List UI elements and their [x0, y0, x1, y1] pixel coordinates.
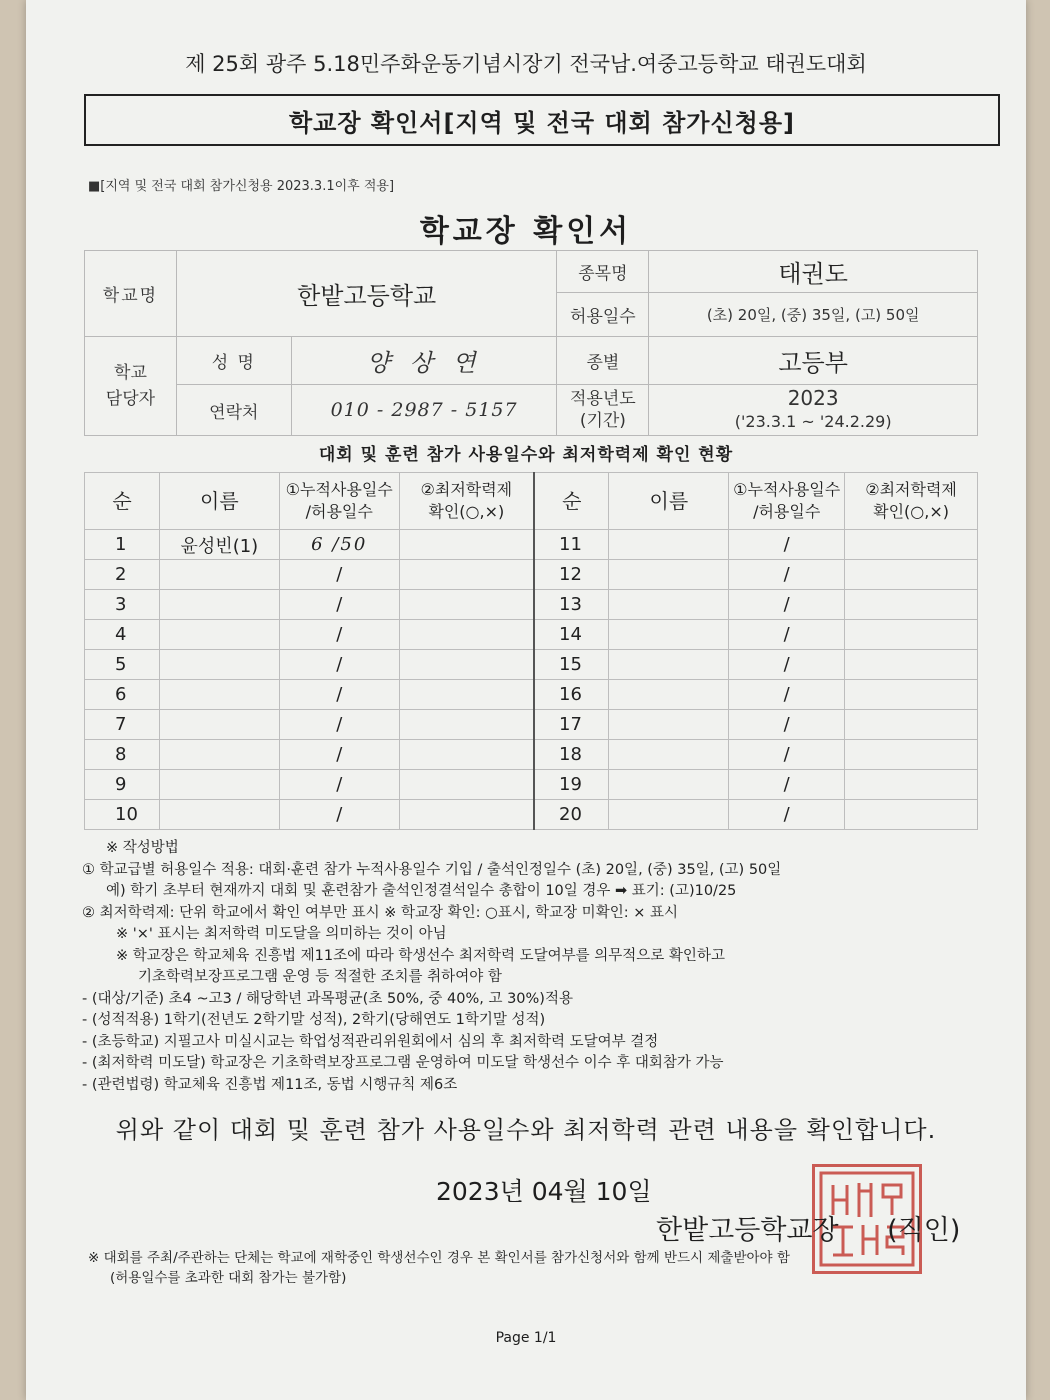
row-days: /: [729, 680, 845, 710]
row-days: /: [729, 740, 845, 770]
row-no: 15: [534, 650, 609, 680]
row-name: [609, 680, 729, 710]
manager-label: [85, 337, 177, 436]
row-name: [609, 560, 729, 590]
col-name-right: 이름: [609, 473, 729, 530]
year-label: [557, 385, 649, 436]
year-label-line2: (기간): [579, 411, 626, 431]
row-no: 12: [534, 560, 609, 590]
row-check: [845, 740, 978, 770]
year-label-line1: 적용년도: [570, 389, 636, 409]
row-no: 18: [534, 740, 609, 770]
instructions-line: - (관련법령) 학교체육 진흥법 제11조, 동법 시행규칙 제6조: [82, 1076, 458, 1093]
row-check: [845, 710, 978, 740]
col-days-left-line2: /허용일수: [305, 502, 373, 521]
row-name: [159, 620, 279, 650]
issue-date: 2023년 04월 10일: [436, 1177, 652, 1206]
school-name-value: 한밭고등학교: [176, 251, 557, 337]
person-name-label: 성 명: [176, 337, 291, 385]
instructions-line: ※ '×' 표시는 최저학력 미도달을 의미하는 것이 아님: [116, 926, 447, 942]
row-days: /: [279, 560, 399, 590]
row-no: 17: [534, 710, 609, 740]
table-row: [85, 590, 978, 620]
row-name: [159, 740, 279, 770]
instructions-block: [82, 838, 1002, 1096]
row-no: 4: [85, 620, 160, 650]
footnote-line: (허용일수를 초과한 대회 참가는 불가함): [110, 1270, 347, 1286]
roster-section-title: 대회 및 훈련 참가 사용일수와 최저학력제 확인 현황: [318, 445, 734, 465]
col-check-left-line2: 확인(○,×): [428, 502, 505, 521]
row-no: 20: [534, 800, 609, 830]
sport-value: 태권도: [649, 251, 978, 293]
year-value: 2023: [787, 386, 839, 410]
row-name: 윤성빈(1): [159, 530, 279, 560]
manager-label-line2: 담당자: [105, 389, 156, 409]
row-no: 19: [534, 770, 609, 800]
period-value: ('23.3.1 ~ '24.2.29): [734, 412, 892, 431]
col-check-right-line2: 확인(○,×): [873, 502, 949, 521]
table-row: [85, 620, 978, 650]
row-no: 3: [85, 590, 160, 620]
row-check: [399, 620, 534, 650]
row-days: /: [279, 620, 399, 650]
allowed-days-label: 허용일수: [557, 293, 649, 337]
row-check: [845, 680, 978, 710]
row-no: 11: [534, 530, 609, 560]
row-check: [399, 650, 534, 680]
col-days-right-line2: /허용일수: [753, 502, 821, 521]
table-row: [85, 770, 978, 800]
row-days: /: [729, 650, 845, 680]
row-no: 16: [534, 680, 609, 710]
document-box-title: 학교장 확인서[지역 및 전국 대회 참가신청용]: [84, 94, 1000, 146]
row-no: 5: [85, 650, 160, 680]
col-days-right: [729, 473, 845, 530]
row-no: 9: [85, 770, 160, 800]
instructions-line: ※ 학교장은 학교체육 진흥법 제11조에 따라 학생선수 최저학력 도달여부를 의무적으로 확인하고: [116, 947, 725, 964]
col-check-left: [399, 473, 534, 530]
row-check: [399, 800, 534, 830]
principal-title: 한밭고등학교장: [656, 1215, 839, 1246]
row-name: [609, 710, 729, 740]
row-name: [159, 590, 279, 620]
row-name: [609, 590, 729, 620]
row-days: /: [279, 590, 399, 620]
year-cell: [649, 385, 978, 436]
table-row: [85, 740, 978, 770]
row-name: [609, 620, 729, 650]
school-name-label: 학교명: [85, 251, 177, 337]
col-days-left: [279, 473, 399, 530]
row-days: /: [729, 710, 845, 740]
row-no: 2: [85, 560, 160, 590]
roster-table: [84, 472, 978, 830]
row-check: [399, 590, 534, 620]
table-row: [85, 650, 978, 680]
row-no: 10: [85, 800, 160, 830]
col-days-left-line1: ①누적사용일수: [285, 480, 393, 500]
row-name: [159, 560, 279, 590]
row-name: [159, 710, 279, 740]
school-info-table: [84, 250, 978, 436]
table-row: [85, 530, 978, 560]
document-page: [26, 0, 1026, 1400]
instructions-line: - (성적적용) 1학기(전년도 2학기말 성적), 2학기(당해연도 1학기말 성적): [82, 1012, 546, 1028]
page-number: Page 1/1: [495, 1330, 557, 1346]
row-check: [845, 530, 978, 560]
row-days: /: [279, 680, 399, 710]
row-check: [845, 590, 978, 620]
instructions-line: ① 학교급별 허용일수 적용: 대회·훈련 참가 누적사용일수 기입 / 출석인정일수 (초) 20일, (중) 35일, (고) 50일: [82, 861, 782, 878]
col-check-right-line1: ②최저학력제: [865, 480, 957, 500]
instructions-line: 기초학력보장프로그램 운영 등 적절한 조치를 취하여야 함: [138, 969, 502, 985]
col-no-right: 순: [534, 473, 609, 530]
category-value: 고등부: [649, 337, 978, 385]
table-row: [85, 680, 978, 710]
row-name: [609, 530, 729, 560]
allowed-days-value: (초) 20일, (중) 35일, (고) 50일: [649, 293, 978, 337]
row-days: /: [729, 530, 845, 560]
row-no: 14: [534, 620, 609, 650]
instructions-line: 예) 학기 초부터 현재까지 대회 및 훈련참가 출석인정결석일수 총합이 10일 경우 ➡ 표기: (고)10/25: [106, 883, 737, 899]
instructions-line: - (대상/기준) 초4 ~고3 / 해당학년 과목평균(초 50%, 중 40%, 고 30%)적용: [82, 990, 573, 1007]
instructions-line: ② 최저학력제: 단위 학교에서 확인 여부만 표시 ※ 학교장 확인: ○표시, 학교장 미확인: × 표시: [82, 904, 678, 921]
instructions-heading: ※ 작성방법: [106, 840, 179, 856]
row-no: 7: [85, 710, 160, 740]
row-check: [845, 800, 978, 830]
confirmation-statement: 위와 같이 대회 및 훈련 참가 사용일수와 최저학력 관련 내용을 확인합니다.: [115, 1116, 937, 1144]
col-no-left: 순: [85, 473, 160, 530]
row-check: [845, 770, 978, 800]
row-days: /: [279, 650, 399, 680]
row-check: [399, 530, 534, 560]
row-check: [845, 560, 978, 590]
row-check: [845, 620, 978, 650]
table-row: [85, 560, 978, 590]
footnote: [88, 1248, 790, 1288]
row-name: [159, 680, 279, 710]
person-name-value: 양 상 연: [291, 337, 557, 385]
sport-label: 종목명: [557, 251, 649, 293]
row-days: /: [279, 740, 399, 770]
row-days: 6 /50: [279, 530, 399, 560]
row-check: [399, 770, 534, 800]
row-days: /: [279, 800, 399, 830]
contact-value: 010 - 2987 - 5157: [291, 385, 557, 436]
applicability-note: ■[지역 및 전국 대회 참가신청용 2023.3.1이후 적용]: [88, 179, 395, 194]
row-no: 1: [85, 530, 160, 560]
col-check-right: [845, 473, 978, 530]
table-row: [85, 710, 978, 740]
row-name: [159, 800, 279, 830]
principal-signature: [656, 1208, 960, 1247]
row-name: [159, 650, 279, 680]
row-days: /: [729, 620, 845, 650]
row-check: [399, 740, 534, 770]
row-days: /: [729, 770, 845, 800]
document-title: 학교장 확인서: [419, 214, 633, 249]
footnote-line: ※ 대회를 주최/주관하는 단체는 학교에 재학중인 학생선수인 경우 본 확인서를 참가신청서와 함께 반드시 제출받아야 함: [88, 1250, 790, 1266]
row-name: [609, 800, 729, 830]
category-label: 종별: [557, 337, 649, 385]
instructions-line: - (최저학력 미도달) 학교장은 기초학력보장프로그램 운영하여 미도달 학생선수 이수 후 대회참가 가능: [82, 1055, 724, 1071]
row-name: [609, 770, 729, 800]
row-check: [399, 680, 534, 710]
row-days: /: [279, 710, 399, 740]
col-days-right-line1: ①누적사용일수: [733, 480, 841, 500]
row-check: [399, 710, 534, 740]
contact-label: 연락처: [176, 385, 291, 436]
col-name-left: 이름: [159, 473, 279, 530]
col-check-left-line1: ②최저학력제: [420, 480, 513, 500]
manager-label-line1: 학교: [114, 363, 147, 383]
row-no: 6: [85, 680, 160, 710]
event-title: 제 25회 광주 5.18민주화운동기념시장기 전국남.여중고등학교 태권도대회: [185, 52, 867, 76]
table-row: [85, 800, 978, 830]
row-no: 13: [534, 590, 609, 620]
row-name: [609, 740, 729, 770]
instructions-line: - (초등학교) 지필고사 미실시교는 학업성적관리위원회에서 심의 후 최저학력 도달여부 결정: [82, 1033, 659, 1050]
row-name: [159, 770, 279, 800]
row-days: /: [729, 560, 845, 590]
row-check: [845, 650, 978, 680]
row-days: /: [729, 590, 845, 620]
row-days: /: [729, 800, 845, 830]
row-days: /: [279, 770, 399, 800]
row-check: [399, 560, 534, 590]
row-no: 8: [85, 740, 160, 770]
row-name: [609, 650, 729, 680]
seal-label: (직인): [887, 1215, 961, 1246]
